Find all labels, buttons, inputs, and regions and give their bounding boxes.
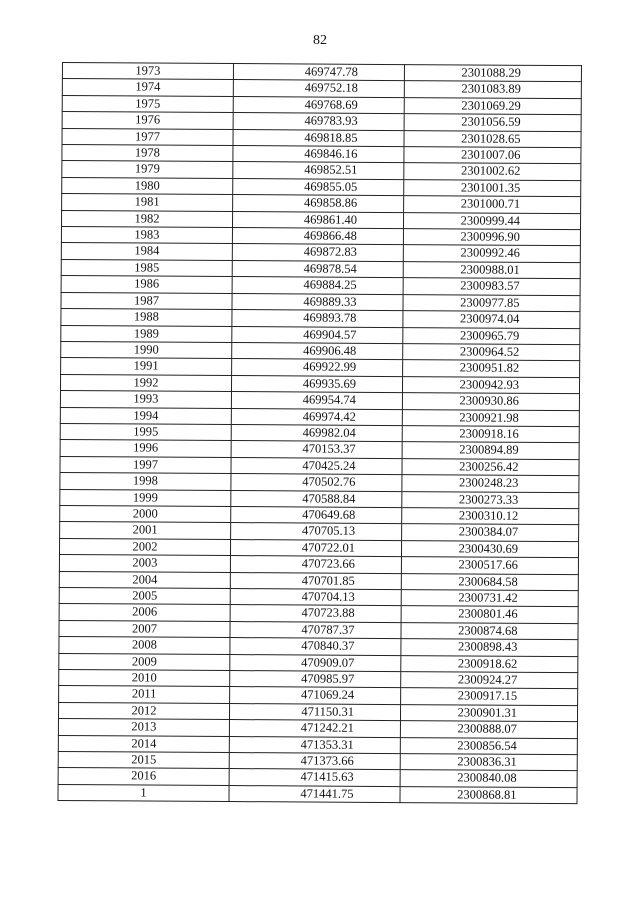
y-coordinate-cell: 2301069.29	[404, 97, 581, 114]
x-coordinate-cell: 469982.04	[231, 424, 402, 441]
point-number-cell: 1999	[60, 489, 231, 506]
y-coordinate-cell: 2300924.27	[401, 672, 578, 689]
x-coordinate-cell: 469906.48	[232, 342, 403, 359]
x-coordinate-cell: 469852.51	[233, 162, 404, 179]
point-number-cell: 2006	[59, 604, 230, 621]
y-coordinate-cell: 2300964.52	[403, 343, 580, 360]
point-number-cell: 2004	[59, 571, 230, 588]
point-number-cell: 1994	[60, 407, 231, 424]
point-number-cell: 1973	[62, 63, 233, 80]
x-coordinate-cell: 469878.54	[232, 260, 403, 277]
x-coordinate-cell: 469974.42	[231, 408, 402, 425]
point-number-cell: 2003	[59, 555, 230, 572]
x-coordinate-cell: 470909.07	[230, 654, 401, 671]
point-number-cell: 1977	[62, 128, 233, 145]
point-number-cell: 1996	[60, 440, 231, 457]
y-coordinate-cell: 2300256.42	[402, 458, 579, 475]
x-coordinate-cell: 471441.75	[229, 785, 400, 802]
point-number-cell: 2013	[58, 719, 229, 736]
point-number-cell: 2001	[60, 522, 231, 539]
x-coordinate-cell: 470722.01	[230, 539, 401, 556]
point-number-cell: 1984	[61, 243, 232, 260]
point-number-cell: 1974	[62, 79, 233, 96]
x-coordinate-cell: 470425.24	[231, 457, 402, 474]
x-coordinate-cell: 471373.66	[229, 753, 400, 770]
x-coordinate-cell: 470588.84	[231, 490, 402, 507]
y-coordinate-cell: 2301088.29	[404, 65, 581, 82]
x-coordinate-cell: 469872.83	[232, 244, 403, 261]
point-number-cell: 2002	[59, 538, 230, 555]
point-number-cell: 2008	[59, 637, 230, 654]
y-coordinate-cell: 2301028.65	[404, 130, 581, 147]
y-coordinate-cell: 2300917.15	[401, 688, 578, 705]
x-coordinate-cell: 470704.13	[230, 589, 401, 606]
x-coordinate-cell: 471150.31	[229, 703, 400, 720]
y-coordinate-cell: 2300918.62	[401, 655, 578, 672]
point-number-cell: 1998	[60, 473, 231, 490]
x-coordinate-cell: 469954.74	[231, 392, 402, 409]
point-number-cell: 1997	[60, 456, 231, 473]
x-coordinate-cell: 469783.93	[233, 113, 404, 130]
point-number-cell: 1992	[60, 374, 231, 391]
x-coordinate-cell: 469858.86	[233, 195, 404, 212]
y-coordinate-cell: 2300898.43	[401, 639, 578, 656]
x-coordinate-cell: 471353.31	[229, 736, 400, 753]
point-number-cell: 1979	[62, 161, 233, 178]
y-coordinate-cell: 2300988.01	[403, 261, 580, 278]
point-number-cell: 1991	[61, 358, 232, 375]
y-coordinate-cell: 2300974.04	[403, 311, 580, 328]
coordinates-table	[57, 62, 582, 804]
x-coordinate-cell: 471242.21	[229, 720, 400, 737]
y-coordinate-cell: 2300801.46	[401, 606, 578, 623]
point-number-cell: 2015	[58, 752, 229, 769]
y-coordinate-cell: 2300901.31	[400, 704, 577, 721]
point-number-cell: 2009	[59, 653, 230, 670]
y-coordinate-cell: 2300888.07	[400, 721, 577, 738]
y-coordinate-cell: 2300731.42	[401, 590, 578, 607]
coordinates-table-body	[58, 63, 582, 804]
point-number-cell: 1983	[61, 227, 232, 244]
x-coordinate-cell: 471415.63	[229, 769, 400, 786]
y-coordinate-cell: 2300918.16	[402, 426, 579, 443]
point-number-cell: 1995	[60, 423, 231, 440]
y-coordinate-cell: 2300430.69	[401, 540, 578, 557]
y-coordinate-cell: 2301002.62	[404, 163, 581, 180]
y-coordinate-cell: 2300273.33	[402, 491, 579, 508]
point-number-cell: 1980	[62, 177, 233, 194]
point-number-cell: 1978	[62, 145, 233, 162]
point-number-cell: 1986	[61, 276, 232, 293]
point-number-cell: 1987	[61, 292, 232, 309]
point-number-cell: 2005	[59, 587, 230, 604]
point-number-cell: 1988	[61, 309, 232, 326]
x-coordinate-cell: 470840.37	[230, 638, 401, 655]
y-coordinate-cell: 2300942.93	[402, 376, 579, 393]
x-coordinate-cell: 469935.69	[231, 375, 402, 392]
table-row	[58, 784, 577, 804]
x-coordinate-cell: 470649.68	[231, 507, 402, 524]
y-coordinate-cell: 2300384.07	[402, 524, 579, 541]
x-coordinate-cell: 469752.18	[233, 80, 404, 97]
x-coordinate-cell: 469818.85	[233, 129, 404, 146]
y-coordinate-cell: 2300684.58	[401, 573, 578, 590]
x-coordinate-cell: 469747.78	[233, 64, 404, 81]
point-number-cell: 1989	[61, 325, 232, 342]
y-coordinate-cell: 2300894.89	[402, 442, 579, 459]
y-coordinate-cell: 2300992.46	[403, 245, 580, 262]
point-number-cell: 2000	[60, 505, 231, 522]
x-coordinate-cell: 471069.24	[230, 687, 401, 704]
y-coordinate-cell: 2300921.98	[402, 409, 579, 426]
x-coordinate-cell: 469884.25	[232, 277, 403, 294]
x-coordinate-cell: 469889.33	[232, 293, 403, 310]
y-coordinate-cell: 2300868.81	[400, 786, 577, 803]
point-number-cell: 1981	[62, 194, 233, 211]
y-coordinate-cell: 2300874.68	[401, 622, 578, 639]
x-coordinate-cell: 470787.37	[230, 621, 401, 638]
x-coordinate-cell: 469846.16	[233, 146, 404, 163]
point-number-cell: 1975	[62, 95, 233, 112]
point-number-cell: 2012	[58, 702, 229, 719]
point-number-cell: 1985	[61, 259, 232, 276]
y-coordinate-cell: 2300836.31	[400, 754, 577, 771]
x-coordinate-cell: 470502.76	[231, 474, 402, 491]
x-coordinate-cell: 470723.88	[230, 605, 401, 622]
y-coordinate-cell: 2301000.71	[404, 196, 581, 213]
point-number-cell: 2016	[58, 768, 229, 785]
y-coordinate-cell: 2300965.79	[403, 327, 580, 344]
x-coordinate-cell: 469904.57	[232, 326, 403, 343]
point-number-cell: 1990	[61, 341, 232, 358]
y-coordinate-cell: 2300999.44	[403, 212, 580, 229]
x-coordinate-cell: 469866.48	[232, 228, 403, 245]
point-number-cell: 2014	[58, 735, 229, 752]
x-coordinate-cell: 470705.13	[231, 523, 402, 540]
x-coordinate-cell: 469768.69	[233, 96, 404, 113]
y-coordinate-cell: 2300977.85	[403, 294, 580, 311]
page-number: 82	[313, 33, 327, 48]
y-coordinate-cell: 2300517.66	[401, 557, 578, 574]
x-coordinate-cell: 470723.66	[230, 556, 401, 573]
point-number-cell: 1	[58, 784, 229, 801]
point-number-cell: 2011	[59, 686, 230, 703]
y-coordinate-cell: 2300840.08	[400, 770, 577, 787]
x-coordinate-cell: 470701.85	[230, 572, 401, 589]
y-coordinate-cell: 2300930.86	[402, 393, 579, 410]
point-number-cell: 1976	[62, 112, 233, 129]
point-number-cell: 2007	[59, 620, 230, 637]
point-number-cell: 2010	[59, 670, 230, 687]
x-coordinate-cell: 469855.05	[233, 178, 404, 195]
y-coordinate-cell: 2300310.12	[402, 508, 579, 525]
x-coordinate-cell: 469893.78	[232, 310, 403, 327]
y-coordinate-cell: 2300248.23	[402, 475, 579, 492]
x-coordinate-cell: 470985.97	[230, 671, 401, 688]
y-coordinate-cell: 2301056.59	[404, 114, 581, 131]
x-coordinate-cell: 469861.40	[232, 211, 403, 228]
y-coordinate-cell: 2301007.06	[404, 147, 581, 164]
y-coordinate-cell: 2300983.57	[403, 278, 580, 295]
point-number-cell: 1982	[61, 210, 232, 227]
y-coordinate-cell: 2300856.54	[400, 737, 577, 754]
x-coordinate-cell: 469922.99	[232, 359, 403, 376]
y-coordinate-cell: 2301001.35	[404, 179, 581, 196]
point-number-cell: 1993	[60, 391, 231, 408]
x-coordinate-cell: 470153.37	[231, 441, 402, 458]
y-coordinate-cell: 2300951.82	[403, 360, 580, 377]
y-coordinate-cell: 2300996.90	[403, 229, 580, 246]
y-coordinate-cell: 2301083.89	[404, 81, 581, 98]
